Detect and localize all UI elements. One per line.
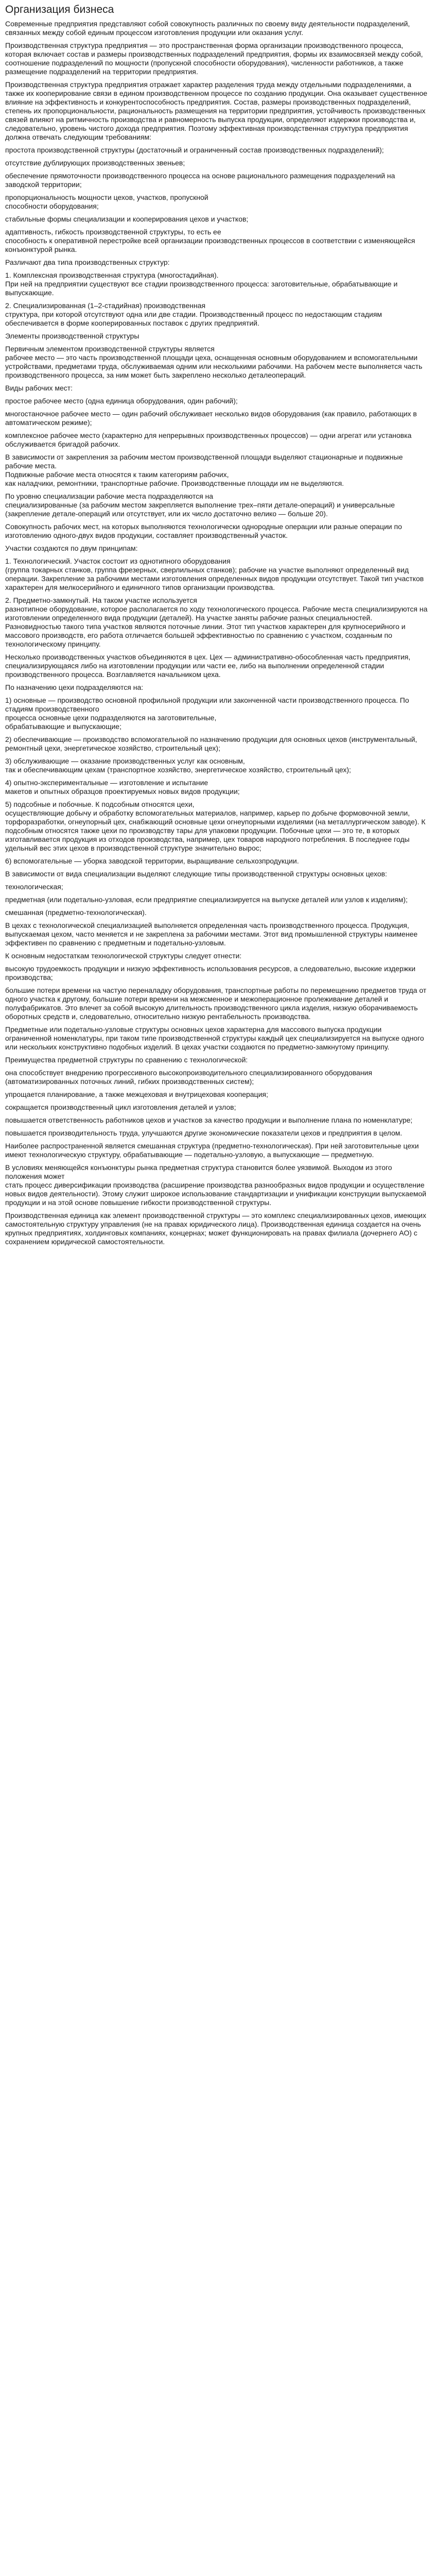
- paragraph: Участки создаются по двум принципам:: [5, 544, 138, 552]
- paragraph: Современные предприятия представляют собой совокупность различных по своему виду деятельности подразделений, связанных между собой единым процессом изготовления продукции или оказания услуг.: [5, 20, 410, 37]
- paragraph: Различают два типа производственных структур:: [5, 258, 170, 266]
- article-body: [5, 20, 428, 1246]
- paragraph: 4) опытно-экспериментальные — изготовление и испытание макетов и опытных образцов проектируемых новых видов продукции;: [5, 778, 240, 795]
- paragraph: Производственная единица как элемент производственной структуры — это комплекс специализированных цехов, имеющих самостоятельную структуру управления (не на правах юридического лица). Производственная единица создается на очень крупных предприятиях, холдинговых компаниях, концернах; может функционировать на правах филиала (дочернего АО) с сохранением юридической самостоятельности.: [5, 1211, 427, 1246]
- paragraph: В зависимости от вида специализации выделяют следующие типы производственной структуры основных цехов:: [5, 870, 387, 878]
- paragraph: повышается производительность труда, улучшаются другие экономические показатели цехов и предприятия в целом.: [5, 1129, 403, 1137]
- paragraph: 1. Комплексная производственная структура (многостадийная). При ней на предприятии существуют все стадии производственного процесса: заготовительные, обрабатывающие и выпускающие.: [5, 271, 398, 297]
- paragraph: комплексное рабочее место (характерно для непрерывных производственных процессов) — одни агрегат или установка обслуживается бригадой рабочих.: [5, 431, 412, 448]
- paragraph: В условиях меняющейся конъюнктуры рынка предметная структура становится более уязвимой. Выходом из этого положения может стать процесс диверсификации производства (расширение производства разнообразных видов продукции и осуществление новых видов деятельности). Этому служит широкое использование стандартизации и унификации конструкции выпускаемой продукции и на этой основе повышение гибкости производственной структуры.: [5, 1163, 427, 1207]
- paragraph: высокую трудоемкость продукции и низкую эффективность использования ресурсов, а следовательно, высокие издержки производства;: [5, 964, 416, 981]
- paragraph: повышается ответственность работников цехов и участков за качество продукции и выполнение плана по номенклатуре;: [5, 1116, 413, 1124]
- paragraph: Виды рабочих мест:: [5, 384, 73, 392]
- paragraph: 3) обслуживающие — оказание производственных услуг как основным, так и обеспечивающим цехам (транспортное хозяйство, энергетическое хозяйство, строительный цех);: [5, 757, 351, 774]
- paragraph: предметная (или подетально-узловая, если предприятие специализируется на выпуске деталей или узлов к изделиям);: [5, 895, 408, 904]
- paragraph: 1. Технологический. Участок состоит из однотипного оборудования (группа токарных станков, группа фрезерных, сверлильных станков); рабочие на участке выполняют определенный вид операции. Закрепление за рабочими местами изготовления определенных видов продукции отсутствует. Такой тип участков характерен для мелкосерийного и единичного типов организации производства.: [5, 557, 424, 591]
- paragraph: Преимущества предметной структуры по сравнению с технологической:: [5, 1056, 248, 1064]
- paragraph: технологическая;: [5, 883, 63, 891]
- paragraph: Производственная структура предприятия — это пространственная форма организации производственного процесса, которая включает состав и размеры производственных подразделений предприятия, формы их взаимосвязей между собой, соотношение подразделений по мощности (пропускной способности оборудования), численности работников, а также размещение подразделений на территории предприятия.: [5, 41, 423, 76]
- paragraph: 2. Предметно-замкнутый. На таком участке используется разнотипное оборудование, которое располагается по ходу технологического процесса. Рабочие места специализируются на изготовлении определенного вида продукции (деталей). На участке заняты рабочие разных специальностей. Разновидностью такого типа участков являются поточные линии. Этот тип участков характерен для крупносерийного и массового производств, его работа отличается большей эффективностью по сравнению с участком, созданным по технологическому принципу.: [5, 596, 428, 648]
- paragraph: она способствует внедрению прогрессивного высокопроизводительного специализированного оборудования (автоматизированных поточных линий, гибких производственных систем);: [5, 1069, 372, 1086]
- paragraph: адаптивность, гибкость производственной структуры, то есть ее способность к оперативной перестройке всей организации производственных процессов в соответствии с изменяющейся конъюнктурой рынка.: [5, 228, 415, 253]
- paragraph: Первичным элементом производственной структуры является рабочее место — это часть производственной площади цеха, оснащенная основным оборудованием и вспомогательными устройствами, предметами труда, обслуживаемая одним или несколькими рабочими. На рабочем месте выполняется часть производственного процесса, за ним может быть закреплено несколько деталеопераций.: [5, 345, 423, 379]
- paragraph: 6) вспомогательные — уборка заводской территории, выращивание сельхозпродукции.: [5, 857, 299, 865]
- paragraph: В цехах с технологической специализацией выполняется определенная часть производственного процесса. Продукция, выпускаемая цехом, часто меняется и не закреплена за рабочими местами. Этот вид промышленной структуры наименее эффективен по сравнению с предметным и подетально-узловым.: [5, 921, 418, 947]
- paragraph: 2) обеспечивающие — производство вспомогательной по назначению продукции для основных цехов (инструментальный, ремонтный цехи, энергетическое хозяйство, строительный цех);: [5, 735, 417, 752]
- paragraph: упрощается планирование, а также межцеховая и внутрицеховая кооперация;: [5, 1090, 268, 1098]
- paragraph: Совокупность рабочих мест, на которых выполняются технологически однородные операции или разные операции по изготовлению одного-двух видов продукции, составляет производственный участок.: [5, 522, 402, 539]
- paragraph: 2. Специализированная (1–2-стадийная) производственная структура, при которой отсутствуют одна или две стадии. Производственный процесс по недостающим стадиям обеспечивается в форме кооперированных поставок с других предприятий.: [5, 301, 382, 327]
- page-title: Организация бизнеса: [5, 4, 114, 15]
- paragraph: стабильные формы специализации и кооперирования цехов и участков;: [5, 215, 249, 223]
- article: [0, 0, 436, 1257]
- paragraph: В зависимости от закрепления за рабочим местом производственной площади выделяют стационарные и подвижные рабочие места. Подвижные рабочие места относятся к таким категориям рабочих, как наладчики, ремонтники, транспортные рабочие. Производственные площади им не выделяются.: [5, 453, 403, 487]
- paragraph: многостаночное рабочее место — один рабочий обслуживает несколько видов оборудования (как правило, работающих в автоматическом режиме);: [5, 410, 417, 427]
- paragraph: обеспечение прямоточности производственного процесса на основе рационального размещения подразделений на заводской территории;: [5, 172, 395, 189]
- paragraph: простое рабочее место (одна единица оборудования, один рабочий);: [5, 397, 238, 405]
- paragraph: Наиболее распространенной является смешанная структура (предметно-технологическая). При ней заготовительные цехи имеют технологическую структуру, обрабатывающие — подетально-узловую, а выпускающие — предметную.: [5, 1142, 419, 1159]
- paragraph: По уровню специализации рабочие места подразделяются на специализированные (за рабочим местом закрепляется выполнение трех–пяти детале-операций) и универсальные (закрепление детале-операций или отсутствует, или их число достаточно велико — больше 20).: [5, 492, 395, 518]
- paragraph: К основным недостаткам технологической структуры следует отнести:: [5, 952, 242, 960]
- paragraph: 5) подсобные и побочные. К подсобным относятся цехи, осуществляющие добычу и обработку вспомогательных материалов, например, карьер по добыче формовочной земли, торфоразработки, огнеупорный цех, снабжающий основные цехи огнеупорными изделиями (на металлургическом заводе). К подсобным относятся также цехи по производству тары для упаковки продукции. Побочные цехи — это те, в которых изготавливается продукция из отходов производства, например, цех товаров народного потребления. В последнее годы удельный вес этих цехов в производственной структуре значительно вырос;: [5, 800, 426, 852]
- paragraph: сокращается производственный цикл изготовления деталей и узлов;: [5, 1103, 236, 1111]
- paragraph: простота производственной структуры (достаточный и ограниченный состав производственных подразделений);: [5, 146, 384, 154]
- paragraph: Предметные или подетально-узловые структуры основных цехов характерна для массового выпуска продукции ограниченной номенклатуры, при таком типе производственной структуры каждый цех специализируется на выпуске одного или нескольких конструктивно подобных изделий. В цехах участки создаются по предметно-замкнутому принципу.: [5, 1025, 424, 1051]
- paragraph: смешанная (предметно-технологическая).: [5, 908, 147, 917]
- paragraph: Несколько производственных участков объединяются в цех. Цех — административно-обособленная часть предприятия, специализирующаяся либо на изготовлении продукции или части ее, либо на выполнении определенной стадии производственного процесса. Возглавляется начальником цеха.: [5, 653, 411, 679]
- paragraph: отсутствие дублирующих производственных звеньев;: [5, 159, 185, 167]
- paragraph: Элементы производственной структуры: [5, 332, 139, 340]
- paragraph: Производственная структура предприятия отражает характер разделения труда между отдельными подразделениями, а также их кооперирование связи в едином производственном процессе по созданию продукции. Она оказывает существенное влияние на эффективность и конкурентоспособность предприятия. Состав, размеры производственных подразделений, степень их пропорциональности, рациональность размещения на территории предприятия, устойчивость производственных связей влияют на ритмичность производства и равномерность выпуска продукции, определяют издержки производства и, следовательно, уровень чистого дохода предприятия. Поэтому эффективная производственная структура предприятия должна отвечать следующим требованиям:: [5, 80, 428, 141]
- paragraph: пропорциональность мощности цехов, участков, пропускной способности оборудования;: [5, 193, 208, 210]
- paragraph: большие потери времени на частую переналадку оборудования, транспортные работы по перемещению предметов труда от одного участка к другому, большие потери времени на межсменное и межоперационное пролеживание деталей и полуфабрикатов. Это влечет за собой высокую длительность производственного цикла изделия, низкую оборачиваемость оборотных средств и, следовательно, относительно низкую рентабельность производства.: [5, 986, 427, 1021]
- paragraph: 1) основные — производство основной профильной продукции или законченной части производственного процесса. По стадиям производственного процесса основные цехи подразделяются на заготовительные, обрабатывающие и выпускающие;: [5, 696, 409, 731]
- paragraph: По назначению цехи подразделяются на:: [5, 683, 144, 691]
